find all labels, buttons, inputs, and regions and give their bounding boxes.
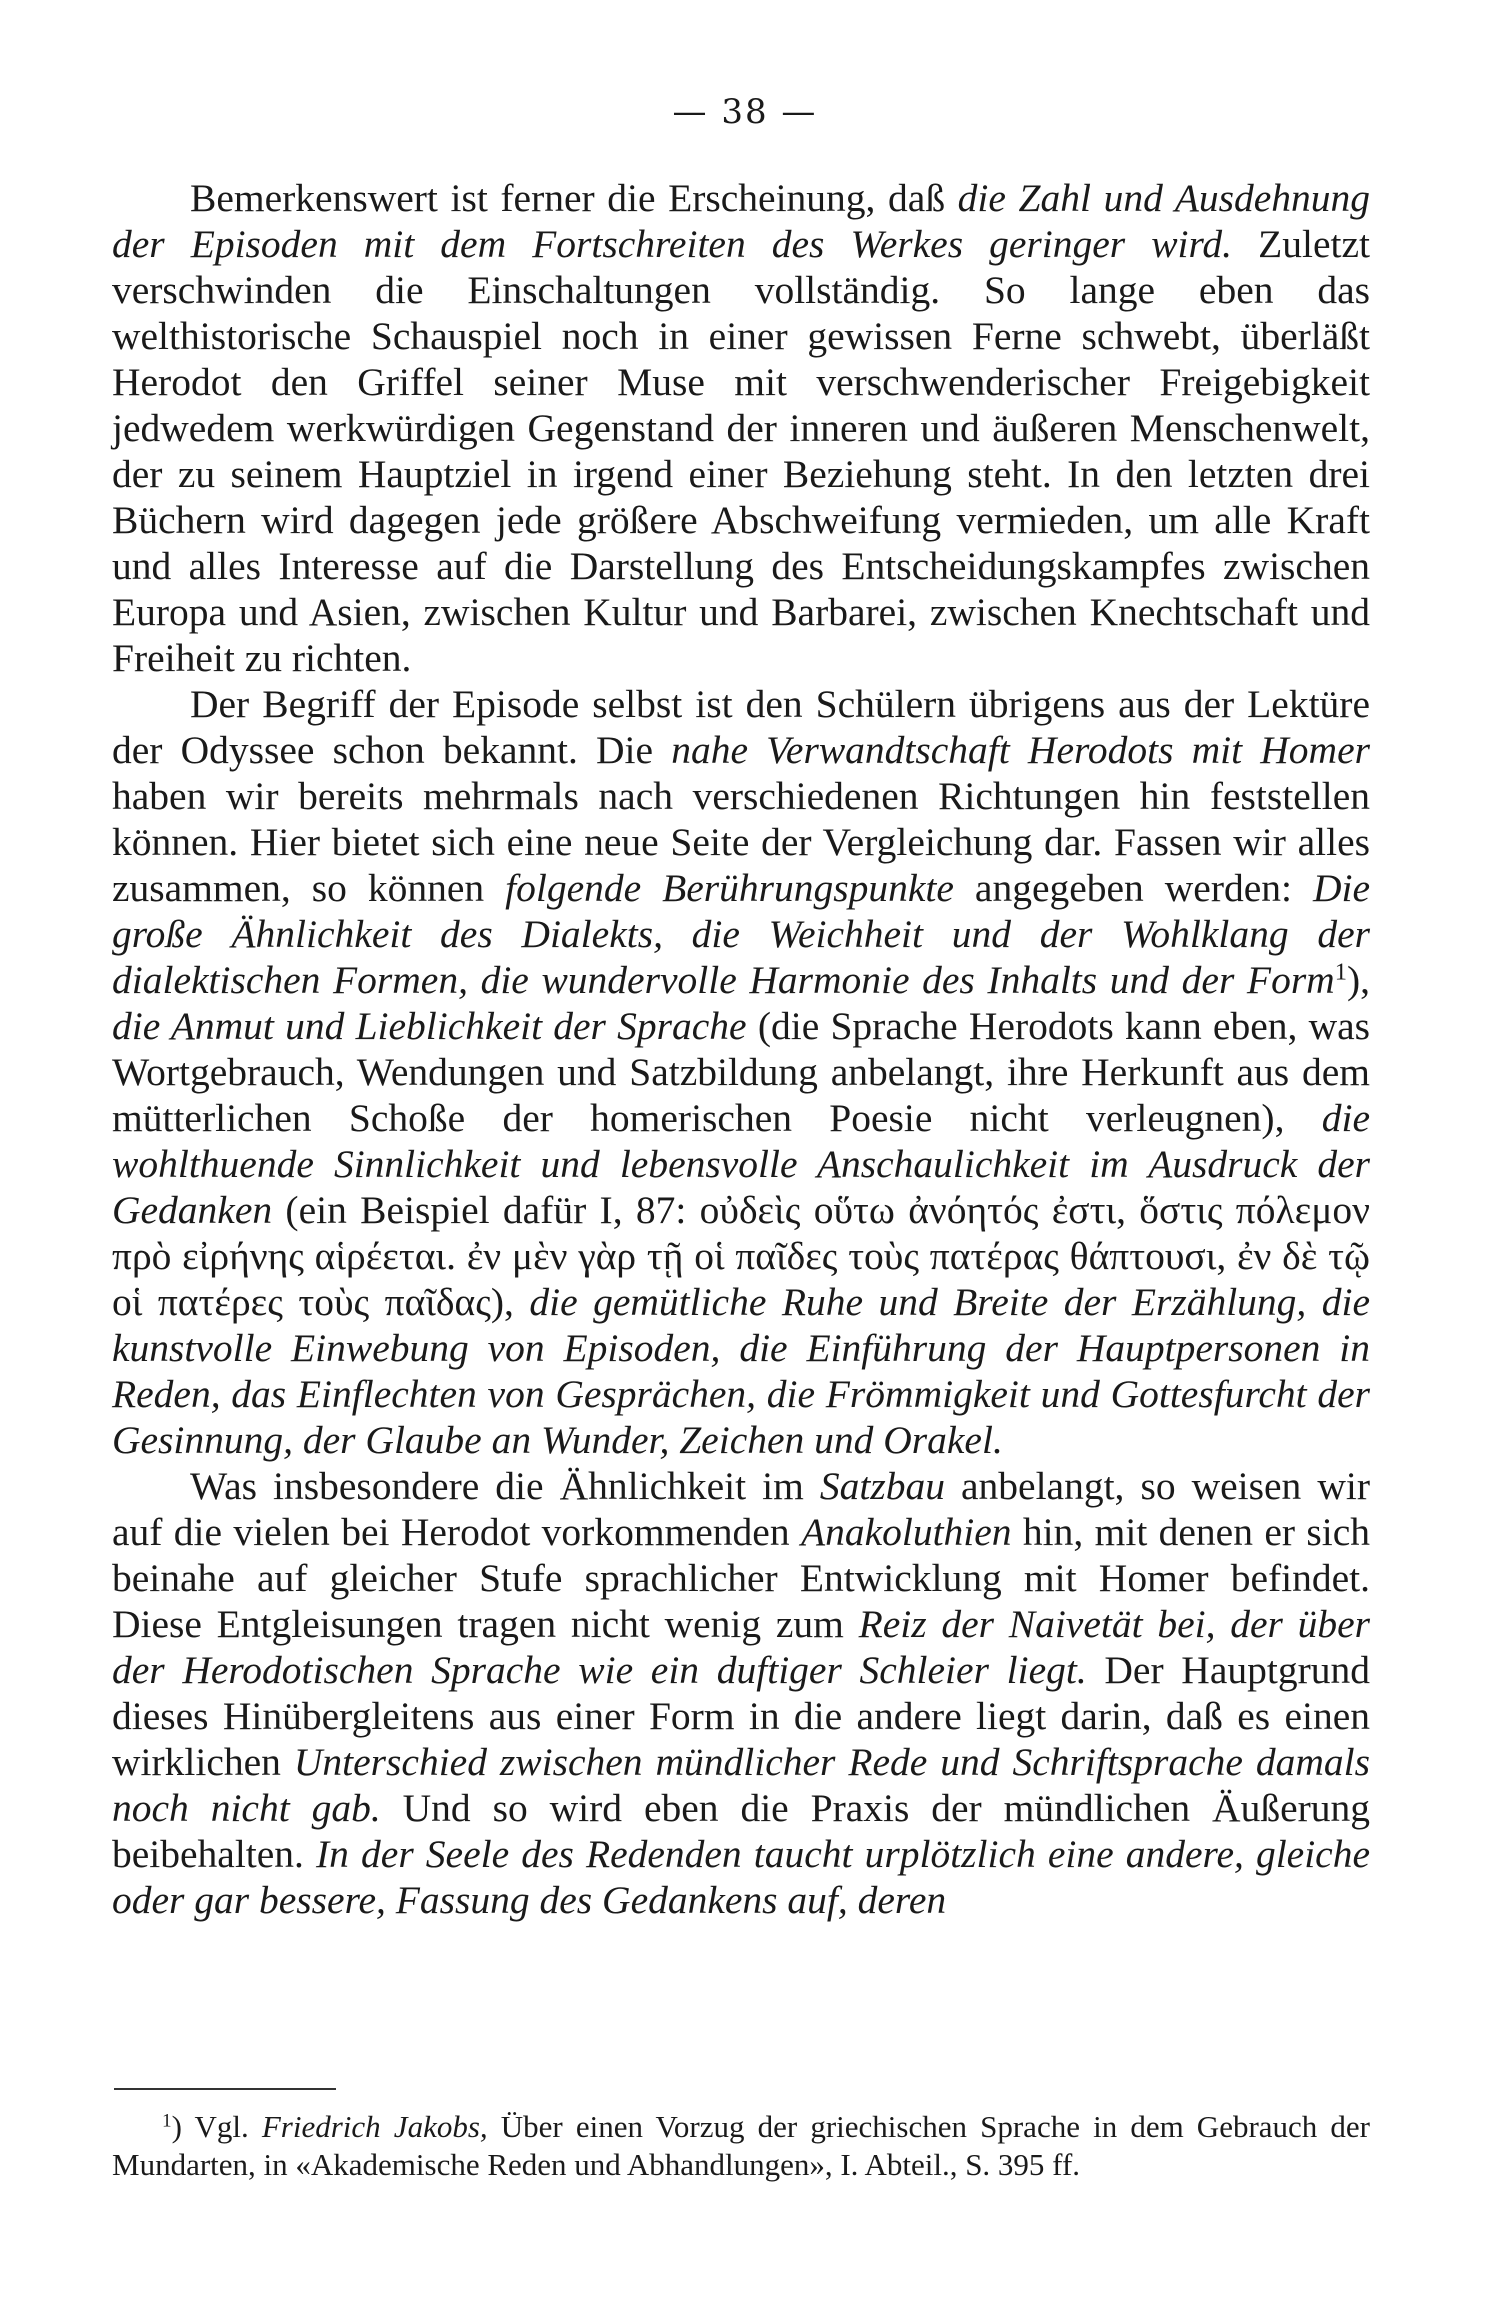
paragraph — [112, 1463, 1370, 1923]
italic-text: die Anmut und Lieblichkeit der Sprache — [112, 1004, 747, 1048]
text-run: haben wir bereits mehrmals nach verschiedenen Richtungen hin feststellen können. Hier bietet sich eine neue Seite der Vergleichung dar. Fassen wir alles zusammen, so können — [112, 774, 1370, 910]
italic-text: folgende Berührungspunkte — [505, 866, 954, 910]
text-run: Was insbesondere die Ähnlichkeit im — [190, 1464, 820, 1508]
text-run: ), — [1346, 958, 1370, 1002]
italic-text: Reiz der Naivetät bei, der über der Herodotischen Sprache wie ein duftiger Schleier liegt. — [112, 1602, 1370, 1692]
text-run: hin, mit denen er sich beinahe auf gleicher Stufe sprachlicher Entwicklung mit Homer befindet. Diese Entgleisungen tragen nicht wenig zum — [112, 1510, 1370, 1646]
italic-text: Friedrich Jakobs, — [261, 2109, 488, 2144]
footnote — [112, 2108, 1370, 2184]
paragraph — [112, 681, 1370, 1463]
page-number: — 38 — — [672, 92, 818, 132]
footnote-marker: 1 — [1334, 958, 1347, 986]
italic-text: die wohlthuende Sinnlichkeit und lebensvolle Anschaulichkeit im Ausdruck der Gedanken — [112, 1096, 1370, 1232]
italic-text: Die große Ähnlichkeit des Dialekts, die Weichheit und der Wohlklang der dialektischen Formen, die wundervolle Harmonie des Inhalts und der Form — [112, 866, 1370, 1002]
italic-text: Anakoluthien — [800, 1510, 1012, 1554]
paragraph — [112, 175, 1370, 681]
footnote-marker: 1 — [162, 2110, 172, 2132]
italic-text: Satzbau — [819, 1464, 945, 1508]
italic-text: die Zahl und Ausdehnung der Episoden mit dem Fortschreiten des Werkes geringer wird. — [112, 176, 1370, 266]
text-run: Und so wird eben die Praxis der mündlichen Äußerung beibehalten. — [112, 1786, 1370, 1876]
footnote-divider — [114, 2088, 336, 2090]
text-run: Der Begriff der Episode selbst ist den Schülern übrigens aus der Lektüre der Odyssee schon bekannt. Die — [112, 682, 1370, 772]
text-run: Zuletzt verschwinden die Einschaltungen vollständig. So lange eben das welthistorische Schauspiel noch in einer gewissen Ferne schwebt, überläßt Herodot den Griffel seiner Muse mit verschwenderischer Freigebigkeit jedwedem werkwürdigen Gegenstand der inneren und äußeren Menschenwelt, der zu seinem Hauptziel in irgend einer Beziehung steht. In den letzten drei Büchern wird dagegen jede größere Abschweifung vermieden, um alle Kraft und alles Interesse auf die Darstellung des Entscheidungskampfes zwischen Europa und Asien, zwischen Kultur und Barbarei, zwischen Knechtschaft und Freiheit zu richten. — [112, 222, 1370, 680]
text-run: (die Sprache Herodots kann eben, was Wortgebrauch, Wendungen und Satzbildung anbelangt, ihre Herkunft aus dem mütterlichen Schoße der homerischen Poesie nicht verleugnen), — [112, 1004, 1371, 1140]
italic-text: In der Seele des Redenden taucht urplötzlich eine andere, gleiche oder gar bessere, Fassung des Gedankens auf, deren — [112, 1832, 1370, 1922]
italic-text: die gemütliche Ruhe und Breite der Erzählung, die kunstvolle Einwebung von Episoden, die Einführung der Hauptpersonen in Reden, das Einflechten von Gesprächen, die Frömmigkeit und Gottesfurcht der Gesinnung, der Glaube an Wunder, Zeichen und Orakel. — [112, 1280, 1371, 1462]
text-run: Bemerkenswert ist ferner die Erscheinung, daß — [190, 176, 958, 220]
text-run: Der Hauptgrund dieses Hinübergleitens aus einer Form in die andere liegt darin, daß es einen wirklichen — [112, 1648, 1370, 1784]
italic-text: Unterschied zwischen mündlicher Rede und Schriftsprache damals noch nicht gab. — [112, 1740, 1370, 1830]
text-run: angegeben werden: — [953, 866, 1313, 910]
text-run: ) Vgl. — [171, 2109, 262, 2144]
text-run: Über einen Vorzug der griechischen Sprache in dem Gebrauch der Mundarten, in «Akademische Reden und Abhandlungen», I. Abteil., S. 395 ff. — [112, 2109, 1370, 2182]
body-text — [112, 175, 1370, 1923]
footnote-text — [112, 2108, 1370, 2184]
text-run: anbelangt, so weisen wir auf die vielen bei Herodot vorkommenden — [112, 1464, 1370, 1554]
text-run: (ein Beispiel dafür I, 87: οὐδεὶς οὕτω ἀνόητός ἐστι, ὅστις πόλεμον πρὸ εἰρήνης αἱρέεται. ἐν μὲν γὰρ τῇ οἱ παῖδες τοὺς πατέρας θάπτουσι, ἐν δὲ τῷ οἱ πατέρες τοὺς παῖδας), — [112, 1188, 1370, 1324]
italic-text: nahe Verwandtschaft Herodots mit Homer — [671, 728, 1370, 772]
